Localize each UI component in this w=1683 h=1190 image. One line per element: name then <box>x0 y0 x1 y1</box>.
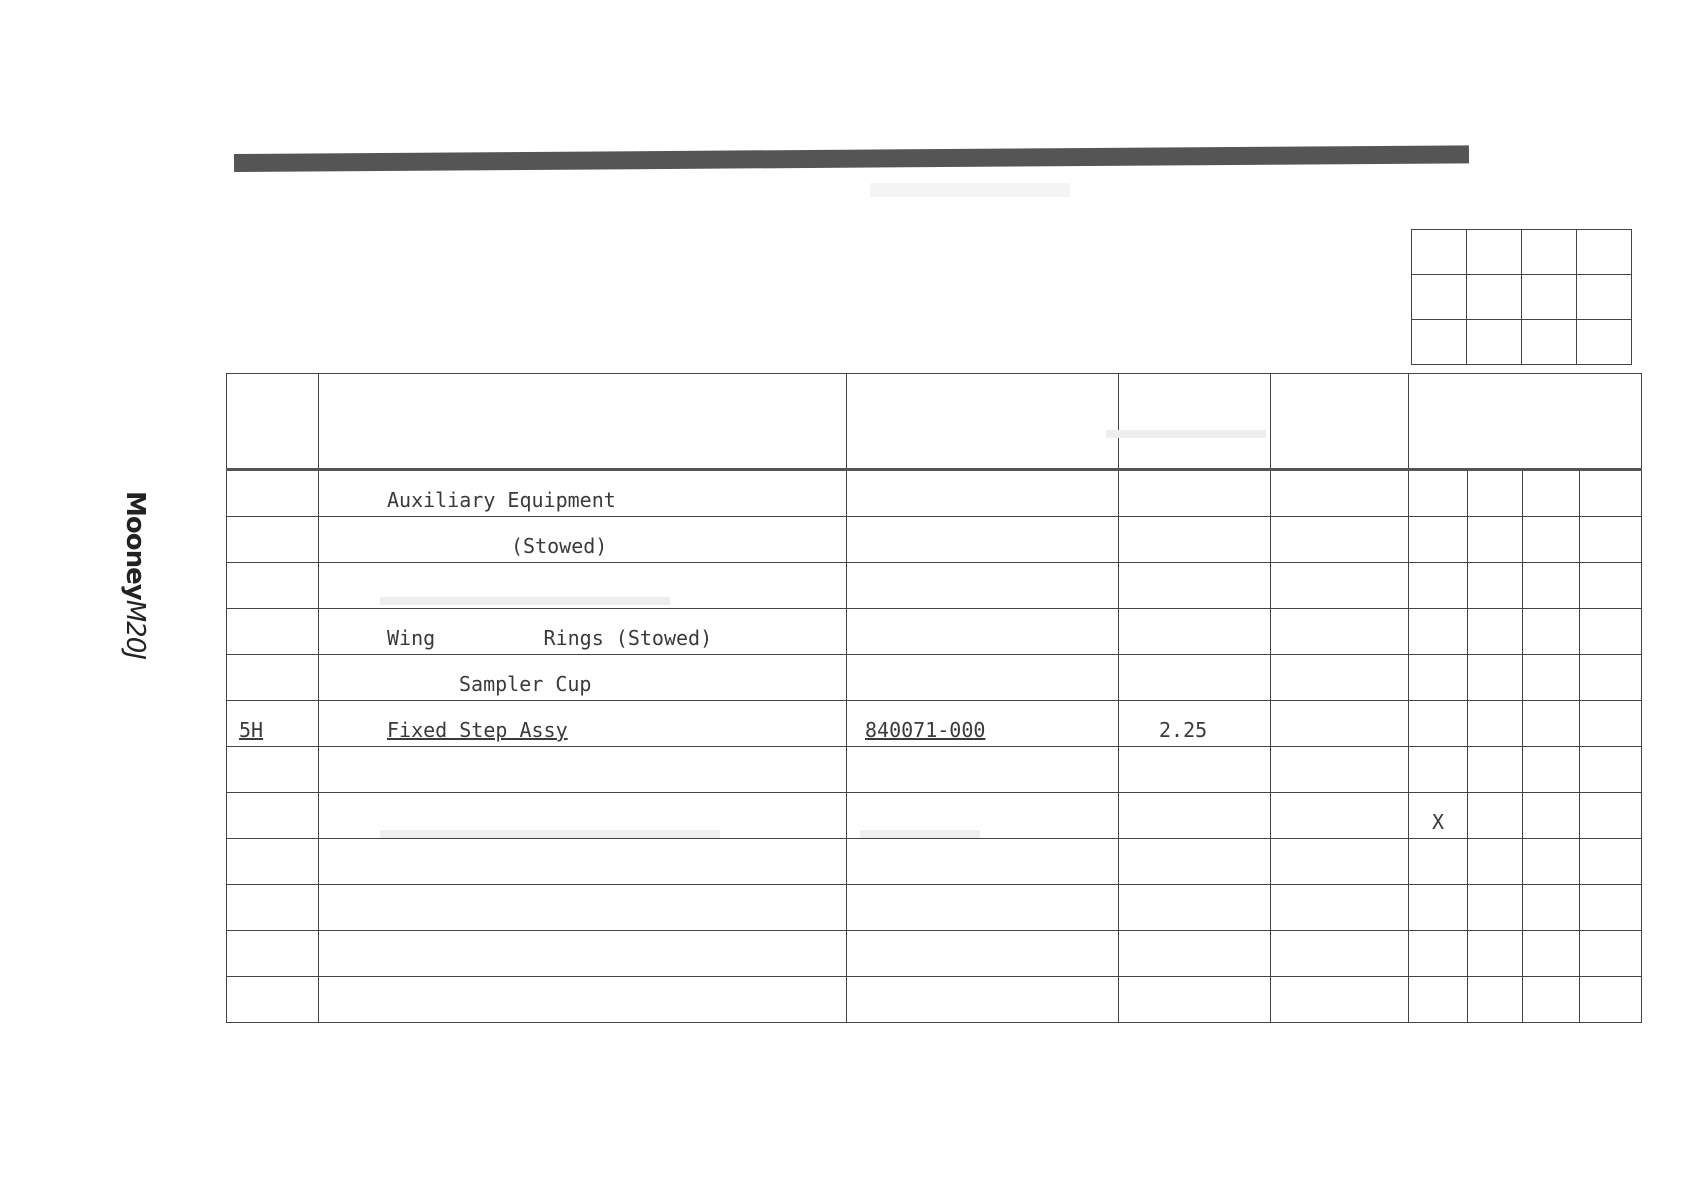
check-cell <box>1409 655 1468 701</box>
arm-cell <box>1271 977 1409 1023</box>
table-row <box>227 747 1642 793</box>
check-cell <box>1523 839 1580 885</box>
check-cell <box>1409 701 1468 747</box>
check-cell <box>1468 701 1523 747</box>
check-cell <box>1523 931 1580 977</box>
arm-cell <box>1271 609 1409 655</box>
weight-cell: 2.25 <box>1119 701 1271 747</box>
part-number-cell <box>847 931 1119 977</box>
check-cell: X <box>1409 793 1468 839</box>
check-cell <box>1409 470 1468 517</box>
grid-cell <box>1412 230 1467 275</box>
check-cell <box>1468 517 1523 563</box>
table-row <box>227 517 1642 563</box>
grid-cell <box>1577 275 1632 320</box>
check-cell <box>1580 747 1642 793</box>
header-item <box>227 374 319 470</box>
grid-row <box>1412 230 1632 275</box>
weight-cell <box>1119 885 1271 931</box>
check-cell <box>1580 931 1642 977</box>
table-row <box>227 977 1642 1023</box>
item-cell <box>227 517 319 563</box>
grid-row <box>1412 320 1632 365</box>
item-cell <box>227 931 319 977</box>
grid-cell <box>1522 275 1577 320</box>
part-number-cell <box>847 609 1119 655</box>
check-cell <box>1409 563 1468 609</box>
description-cell: Wing Rings (Stowed) <box>319 609 847 655</box>
item-cell <box>227 563 319 609</box>
check-cell <box>1580 977 1642 1023</box>
check-cell <box>1409 517 1468 563</box>
check-cell <box>1580 655 1642 701</box>
faded-text <box>860 830 980 838</box>
item-cell <box>227 609 319 655</box>
check-cell <box>1523 701 1580 747</box>
arm-cell <box>1271 839 1409 885</box>
header-weight <box>1119 374 1271 470</box>
check-cell <box>1468 563 1523 609</box>
check-cell <box>1468 793 1523 839</box>
check-cell <box>1468 839 1523 885</box>
arm-cell <box>1271 517 1409 563</box>
table-row <box>227 931 1642 977</box>
check-cell <box>1523 655 1580 701</box>
arm-cell <box>1271 655 1409 701</box>
description-cell: (Stowed) <box>319 517 847 563</box>
check-cell <box>1409 747 1468 793</box>
item-cell <box>227 977 319 1023</box>
description-cell <box>319 977 847 1023</box>
part-number-cell <box>847 563 1119 609</box>
grid-cell <box>1467 230 1522 275</box>
description-cell: Fixed Step Assy <box>319 701 847 747</box>
table-row <box>227 701 1642 747</box>
grid-cell <box>1412 320 1467 365</box>
faded-title <box>870 183 1070 197</box>
header-check-columns <box>1409 374 1642 470</box>
weight-cell <box>1119 793 1271 839</box>
item-cell <box>227 839 319 885</box>
table-header-row <box>227 374 1642 470</box>
check-cell <box>1580 885 1642 931</box>
part-number-cell <box>847 747 1119 793</box>
check-cell <box>1468 609 1523 655</box>
table-row <box>227 609 1642 655</box>
check-cell <box>1409 931 1468 977</box>
description-cell <box>319 885 847 931</box>
item-cell <box>227 793 319 839</box>
check-cell <box>1523 977 1580 1023</box>
equipment-table <box>226 373 1642 1023</box>
check-cell <box>1468 977 1523 1023</box>
check-cell <box>1523 885 1580 931</box>
grid-cell <box>1577 230 1632 275</box>
check-cell <box>1580 563 1642 609</box>
table-row <box>227 655 1642 701</box>
part-number-cell <box>847 977 1119 1023</box>
part-number-cell <box>847 517 1119 563</box>
grid-cell <box>1467 275 1522 320</box>
part-number-cell <box>847 470 1119 517</box>
grid-cell <box>1522 320 1577 365</box>
weight-cell <box>1119 517 1271 563</box>
weight-cell <box>1119 563 1271 609</box>
faded-text <box>380 597 670 605</box>
check-cell <box>1409 885 1468 931</box>
grid-row <box>1412 275 1632 320</box>
check-cell <box>1580 470 1642 517</box>
arm-cell <box>1271 931 1409 977</box>
part-number-cell: 840071-000 <box>847 701 1119 747</box>
weight-cell <box>1119 609 1271 655</box>
check-cell <box>1580 793 1642 839</box>
weight-cell <box>1119 655 1271 701</box>
header-part-number <box>847 374 1119 470</box>
check-cell <box>1523 793 1580 839</box>
check-cell <box>1523 470 1580 517</box>
check-cell <box>1523 517 1580 563</box>
arm-cell <box>1271 701 1409 747</box>
logo-brand: Mooney <box>120 491 150 600</box>
item-cell <box>227 655 319 701</box>
grid-cell <box>1467 320 1522 365</box>
header-rule <box>234 145 1469 172</box>
part-number-cell <box>847 655 1119 701</box>
item-cell <box>227 470 319 517</box>
description-cell <box>319 839 847 885</box>
check-cell <box>1468 470 1523 517</box>
check-cell <box>1523 609 1580 655</box>
check-cell <box>1580 839 1642 885</box>
header-checkbox-grid <box>1411 229 1632 365</box>
check-cell <box>1409 977 1468 1023</box>
faded-text <box>380 830 720 838</box>
mooney-logo <box>120 490 150 660</box>
grid-cell <box>1577 320 1632 365</box>
part-number-cell <box>847 839 1119 885</box>
check-cell <box>1580 609 1642 655</box>
check-cell <box>1468 931 1523 977</box>
grid-cell <box>1412 275 1467 320</box>
check-cell <box>1580 517 1642 563</box>
check-cell <box>1409 839 1468 885</box>
item-cell: 5H <box>227 701 319 747</box>
grid-cell <box>1522 230 1577 275</box>
table-row <box>227 470 1642 517</box>
arm-cell <box>1271 563 1409 609</box>
logo-model: M20J <box>120 599 150 659</box>
arm-cell <box>1271 885 1409 931</box>
check-cell <box>1580 701 1642 747</box>
item-cell <box>227 747 319 793</box>
check-cell <box>1468 747 1523 793</box>
part-number-cell <box>847 885 1119 931</box>
description-cell: Auxiliary Equipment <box>319 470 847 517</box>
weight-cell <box>1119 931 1271 977</box>
description-cell <box>319 931 847 977</box>
check-cell <box>1409 609 1468 655</box>
weight-cell <box>1119 977 1271 1023</box>
check-cell <box>1523 563 1580 609</box>
arm-cell <box>1271 793 1409 839</box>
header-arm <box>1271 374 1409 470</box>
check-cell <box>1468 655 1523 701</box>
header-description <box>319 374 847 470</box>
table-row <box>227 839 1642 885</box>
weight-cell <box>1119 470 1271 517</box>
faded-text <box>1106 430 1266 438</box>
arm-cell <box>1271 747 1409 793</box>
table-row <box>227 885 1642 931</box>
weight-cell <box>1119 839 1271 885</box>
arm-cell <box>1271 470 1409 517</box>
description-cell: Sampler Cup <box>319 655 847 701</box>
item-cell <box>227 885 319 931</box>
check-cell <box>1468 885 1523 931</box>
check-cell <box>1523 747 1580 793</box>
description-cell <box>319 747 847 793</box>
weight-cell <box>1119 747 1271 793</box>
